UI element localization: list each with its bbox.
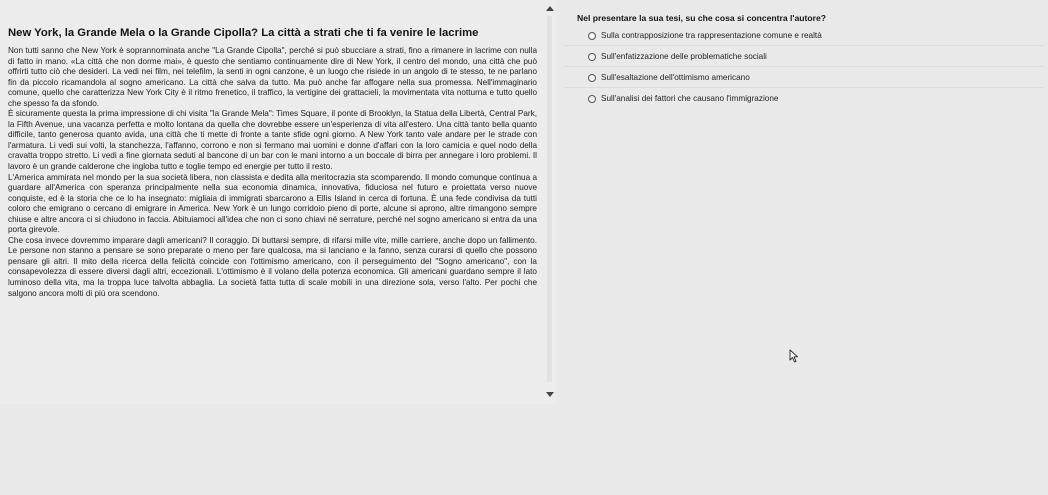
passage-scrollbar[interactable] <box>544 0 556 404</box>
reading-passage-pane[interactable] <box>0 0 545 404</box>
answer-option-3[interactable] <box>564 70 1044 88</box>
answer-option-label: Sull'esaltazione dell'ottimismo americano <box>601 73 750 82</box>
radio-button[interactable] <box>588 95 596 103</box>
article-paragraph: Che cosa invece dovremmo imparare dagli americani? Il coraggio. Di buttarsi sempre, di rifarsi mille vite, mille carriere, anche dopo un fallimento. Le persone non stanno a pensare se sono preparate o meno per fare qualcosa, ma si lanciano e la fanno, senza curarsi di quello che possono pensare gli altri. Il mito della ricerca della felicità coincide con l'ottimismo americano, con il perseguimento del "Sogno americano", con la consapevolezza di essere diversi dagli altri, eccezionali. L'ottimismo è il volano della potenza economica. Gli americani guardano sempre il lato luminoso della vita, ma la troppa luce talvolta abbaglia. La società fatta tutta di scale mobili in una direzione sola, verso l'alto. Per pochi che salgono ancora molti di più ora scendono. <box>8 235 537 298</box>
arrow-up-icon[interactable] <box>546 6 554 11</box>
mouse-pointer-icon <box>789 349 799 363</box>
article-body <box>8 46 537 299</box>
answer-option-2[interactable] <box>564 49 1044 67</box>
scrollbar-thumb[interactable] <box>547 16 552 382</box>
article-title: New York, la Grande Mela o la Grande Cipolla? La città a strati che ti fa venire le lacrime <box>8 27 479 39</box>
answer-option-4[interactable] <box>564 91 1044 108</box>
answer-options <box>564 28 1044 111</box>
radio-button[interactable] <box>588 74 596 82</box>
article-paragraph: L'America ammirata nel mondo per la sua società libera, non classista e dedita alla meritocrazia sta scomparendo. Il mondo comunque continua a guardare all'America con speranza principalmente nella sua economia dinamica, innovativa, fiduciosa nel futuro e proiettata verso nuove conquiste, ed è la storia che ce lo ha insegnato: migliaia di immigrati sbarcarono a Ellis Island in cerca di fortuna. È una fede condivisa da tutti coloro che emigrano o cercano di emigrare in America. New York è un lungo corridoio pieno di porte, alcune si aprono, altre rimangono sempre chiuse e altre ancora ci si chiudono in faccia. Abituiamoci all'idea che non ci sono chiavi né serrature, perché nel sogno americano si entra da una porta girevole. <box>8 172 537 235</box>
radio-button[interactable] <box>588 53 596 61</box>
answer-option-label: Sulla contrapposizione tra rappresentazione comune e realtà <box>601 31 822 40</box>
question-prompt: Nel presentare la sua tesi, su che cosa si concentra l'autore? <box>577 13 826 23</box>
question-pane <box>562 0 1048 495</box>
answer-option-label: Sull'analisi dei fattori che causano l'immigrazione <box>601 94 779 103</box>
article-paragraph: Non tutti sanno che New York è soprannominata anche "La Grande Cipolla", perché si può sbucciare a strati, fino a rimanere in lacrime con nulla di fatto in mano. «La città che non dorme mai», è questo che sentiamo continuamente dire di New York, il centro del mondo, una città che può offrirti tutto ciò che desideri. La vedi nei film, nei telefilm, la senti in ogni canzone, è un luogo che risiede in un angolo di te stesso, te ne parlano fin da piccolo ricamandola al sogno americano. La città che salva da tutto. Ma può anche far affogare nella sua promessa. Nell'immaginario comune, quello che caratterizza New York City è il ritmo frenetico, il traffico, la vertigine dei grattacieli, la movimentata vita notturna e tutto quello che spesso fa da sfondo. <box>8 46 537 108</box>
article-paragraph: È sicuramente questa la prima impressione di chi visita "la Grande Mela": Times Square, il ponte di Brooklyn, la Statua della Libertà, Central Park, la Fifth Avenue, una vacanza perfetta e molto lontana da quella che dovrebbe essere un'esperienza di vita all'estero. Una città tanto bella quanto difficile, tanto generosa quanto avida, una città che ti mette di fronte a tante sfide ogni giorno. A New York tanto vale andare per le strade con l'armatura. Li vedi sui volti, la stanchezza, l'affanno, corrono e non si fermano mai uomini e donne d'affari con la loro camicia e quel nodo della cravatta troppo stretto. Li vedi a fine giornata seduti al bancone di un bar con le mani intorno a un boccale di birra per annegare i loro problemi. Il lavoro è un grande calderone che ingloba tutto e toglie tempo ed energie per tutto il resto. <box>8 109 537 172</box>
radio-button[interactable] <box>588 32 596 40</box>
answer-option-label: Sull'enfatizzazione delle problematiche sociali <box>601 52 767 61</box>
arrow-down-icon[interactable] <box>546 392 554 397</box>
answer-option-1[interactable] <box>564 28 1044 46</box>
